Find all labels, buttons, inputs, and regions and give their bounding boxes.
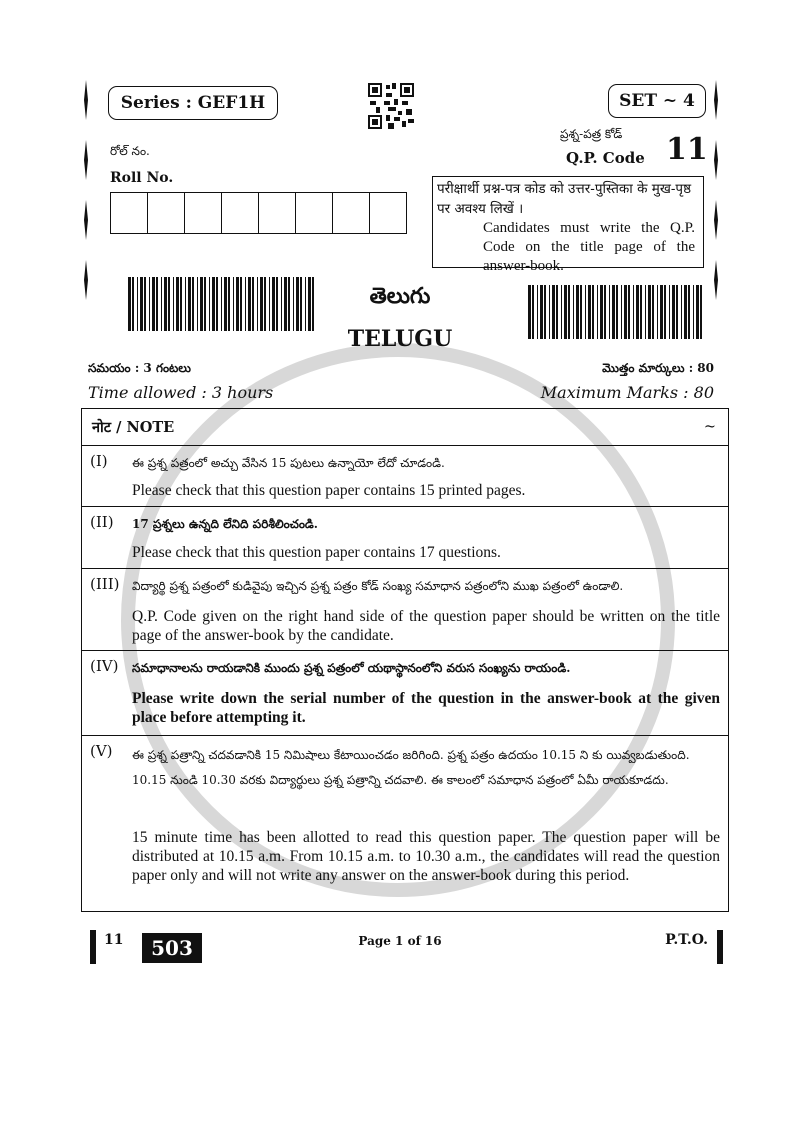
note-item-number: (IV) — [90, 657, 119, 675]
subject-title-telugu: తెలుగు — [369, 283, 431, 309]
note-item-english: Please check that this question paper contains 15 printed pages. — [132, 482, 526, 499]
qp-code-label: Q.P. Code — [566, 149, 645, 167]
page-number: Page 1 of 16 — [358, 934, 442, 948]
roll-number-grid[interactable] — [110, 192, 407, 234]
note-item — [82, 736, 728, 911]
note-heading-text: नोट / NOTE — [92, 419, 175, 436]
notice-english: Candidates must write the Q.P. Code on the title page of the answer-book. — [483, 220, 695, 274]
roll-digit-box[interactable] — [111, 192, 148, 234]
note-item-english: 15 minute time has been allotted to read this question paper. The question paper will be distributed at 10.15 a.m. From 10.15 a.m. to 10.30 a.m., the candidates will read the question paper only and will not write any answer on the answer-book during this period. — [132, 829, 720, 884]
note-tilde: ~ — [703, 419, 716, 435]
notice-hindi: परीक्षार्थी प्रश्न-पत्र कोड को उत्तर-पुस्तिका के मुख-पृष्ठ पर अवश्य लिखें । — [437, 181, 692, 217]
note-item — [82, 651, 728, 736]
roll-digit-box[interactable] — [148, 192, 185, 234]
roll-label-telugu: రోల్ నం. — [110, 144, 150, 158]
qp-code-value: 11 — [666, 132, 708, 167]
footer-paper-number: 503 — [142, 933, 202, 963]
note-item-english: Please check that this question paper contains 17 questions. — [132, 544, 501, 561]
right-edge-marks — [714, 80, 718, 300]
qp-code-notice — [432, 176, 704, 274]
note-box — [81, 408, 729, 912]
pto-label: P.T.O. — [665, 932, 708, 948]
note-item-telugu: సమాధానాలను రాయడానికి ముందు ప్రశ్న పత్రంలో యథాస్థానంలోని వరుస సంఖ్యను రాయండి. — [132, 661, 571, 675]
roll-digit-box[interactable] — [259, 192, 296, 234]
roll-digit-box[interactable] — [185, 192, 222, 234]
time-allowed: Time allowed : 3 hours — [88, 383, 274, 402]
note-item-english: Please write down the serial number of the question in the answer-book at the given place before attempting it. — [132, 690, 720, 726]
note-item-number: (III) — [90, 575, 120, 593]
series-label: Series : GEF1H — [108, 86, 278, 120]
note-item-english: Q.P. Code given on the right hand side of the question paper should be written on the title page of the answer-book by the candidate. — [132, 608, 720, 644]
footer-bar-right — [717, 930, 723, 964]
roll-label: Roll No. — [110, 170, 174, 186]
roll-digit-box[interactable] — [370, 192, 407, 234]
footer-qp-code: 11 — [104, 932, 124, 948]
qr-code — [368, 83, 414, 129]
roll-digit-box[interactable] — [222, 192, 259, 234]
note-item — [82, 507, 728, 569]
qp-code-label-telugu: ప్రశ్న-పత్ర కోడ్ — [560, 127, 623, 141]
note-item-telugu: ఈ ప్రశ్న పత్రంలో అచ్చు వేసిన 15 పుటలు ఉన్నాయో లేదో చూడండి. — [132, 456, 445, 470]
note-item-telugu: విద్యార్థి ప్రశ్న పత్రంలో కుడివైపు ఇచ్చిన ప్రశ్న పత్రం కోడ్ సంఖ్య సమాధాన పత్రంలోని ముఖ పత్రంలో ఉండాలి. — [132, 579, 624, 593]
note-heading — [82, 409, 728, 446]
left-edge-marks — [84, 80, 88, 300]
note-item-telugu: 17 ప్రశ్నలు ఉన్నది లేనిది పరిశీలించండి. — [132, 517, 318, 531]
roll-digit-box[interactable] — [333, 192, 370, 234]
max-marks: Maximum Marks : 80 — [540, 383, 714, 402]
time-allowed-telugu: సమయం : 3 గంటలు — [88, 361, 191, 375]
note-item-telugu: ఈ ప్రశ్న పత్రాన్ని చదవడానికి 15 నిమిషాలు కేటాయించడం జరిగింది. ప్రశ్న పత్రం ఉదయం 10.15 ని కు యివ్వబడుతుంది. 10.15 నుండి 10.30 వరకు విద్యార్థులు ప్రశ్న పత్రాన్ని చదవాలి. ఈ కాలంలో సమాధాన పత్రంలో ఏమీ రాయకూడదు. — [132, 748, 690, 787]
note-item-number: (V) — [90, 742, 113, 760]
note-item-number: (II) — [90, 513, 114, 531]
note-item-number: (I) — [90, 452, 108, 470]
set-label: SET ~ 4 — [608, 84, 706, 118]
note-item — [82, 446, 728, 507]
roll-digit-box[interactable] — [296, 192, 333, 234]
subject-title: TELUGU — [347, 326, 453, 352]
max-marks-telugu: మొత్తం మార్కులు : 80 — [602, 361, 714, 375]
note-item — [82, 569, 728, 651]
